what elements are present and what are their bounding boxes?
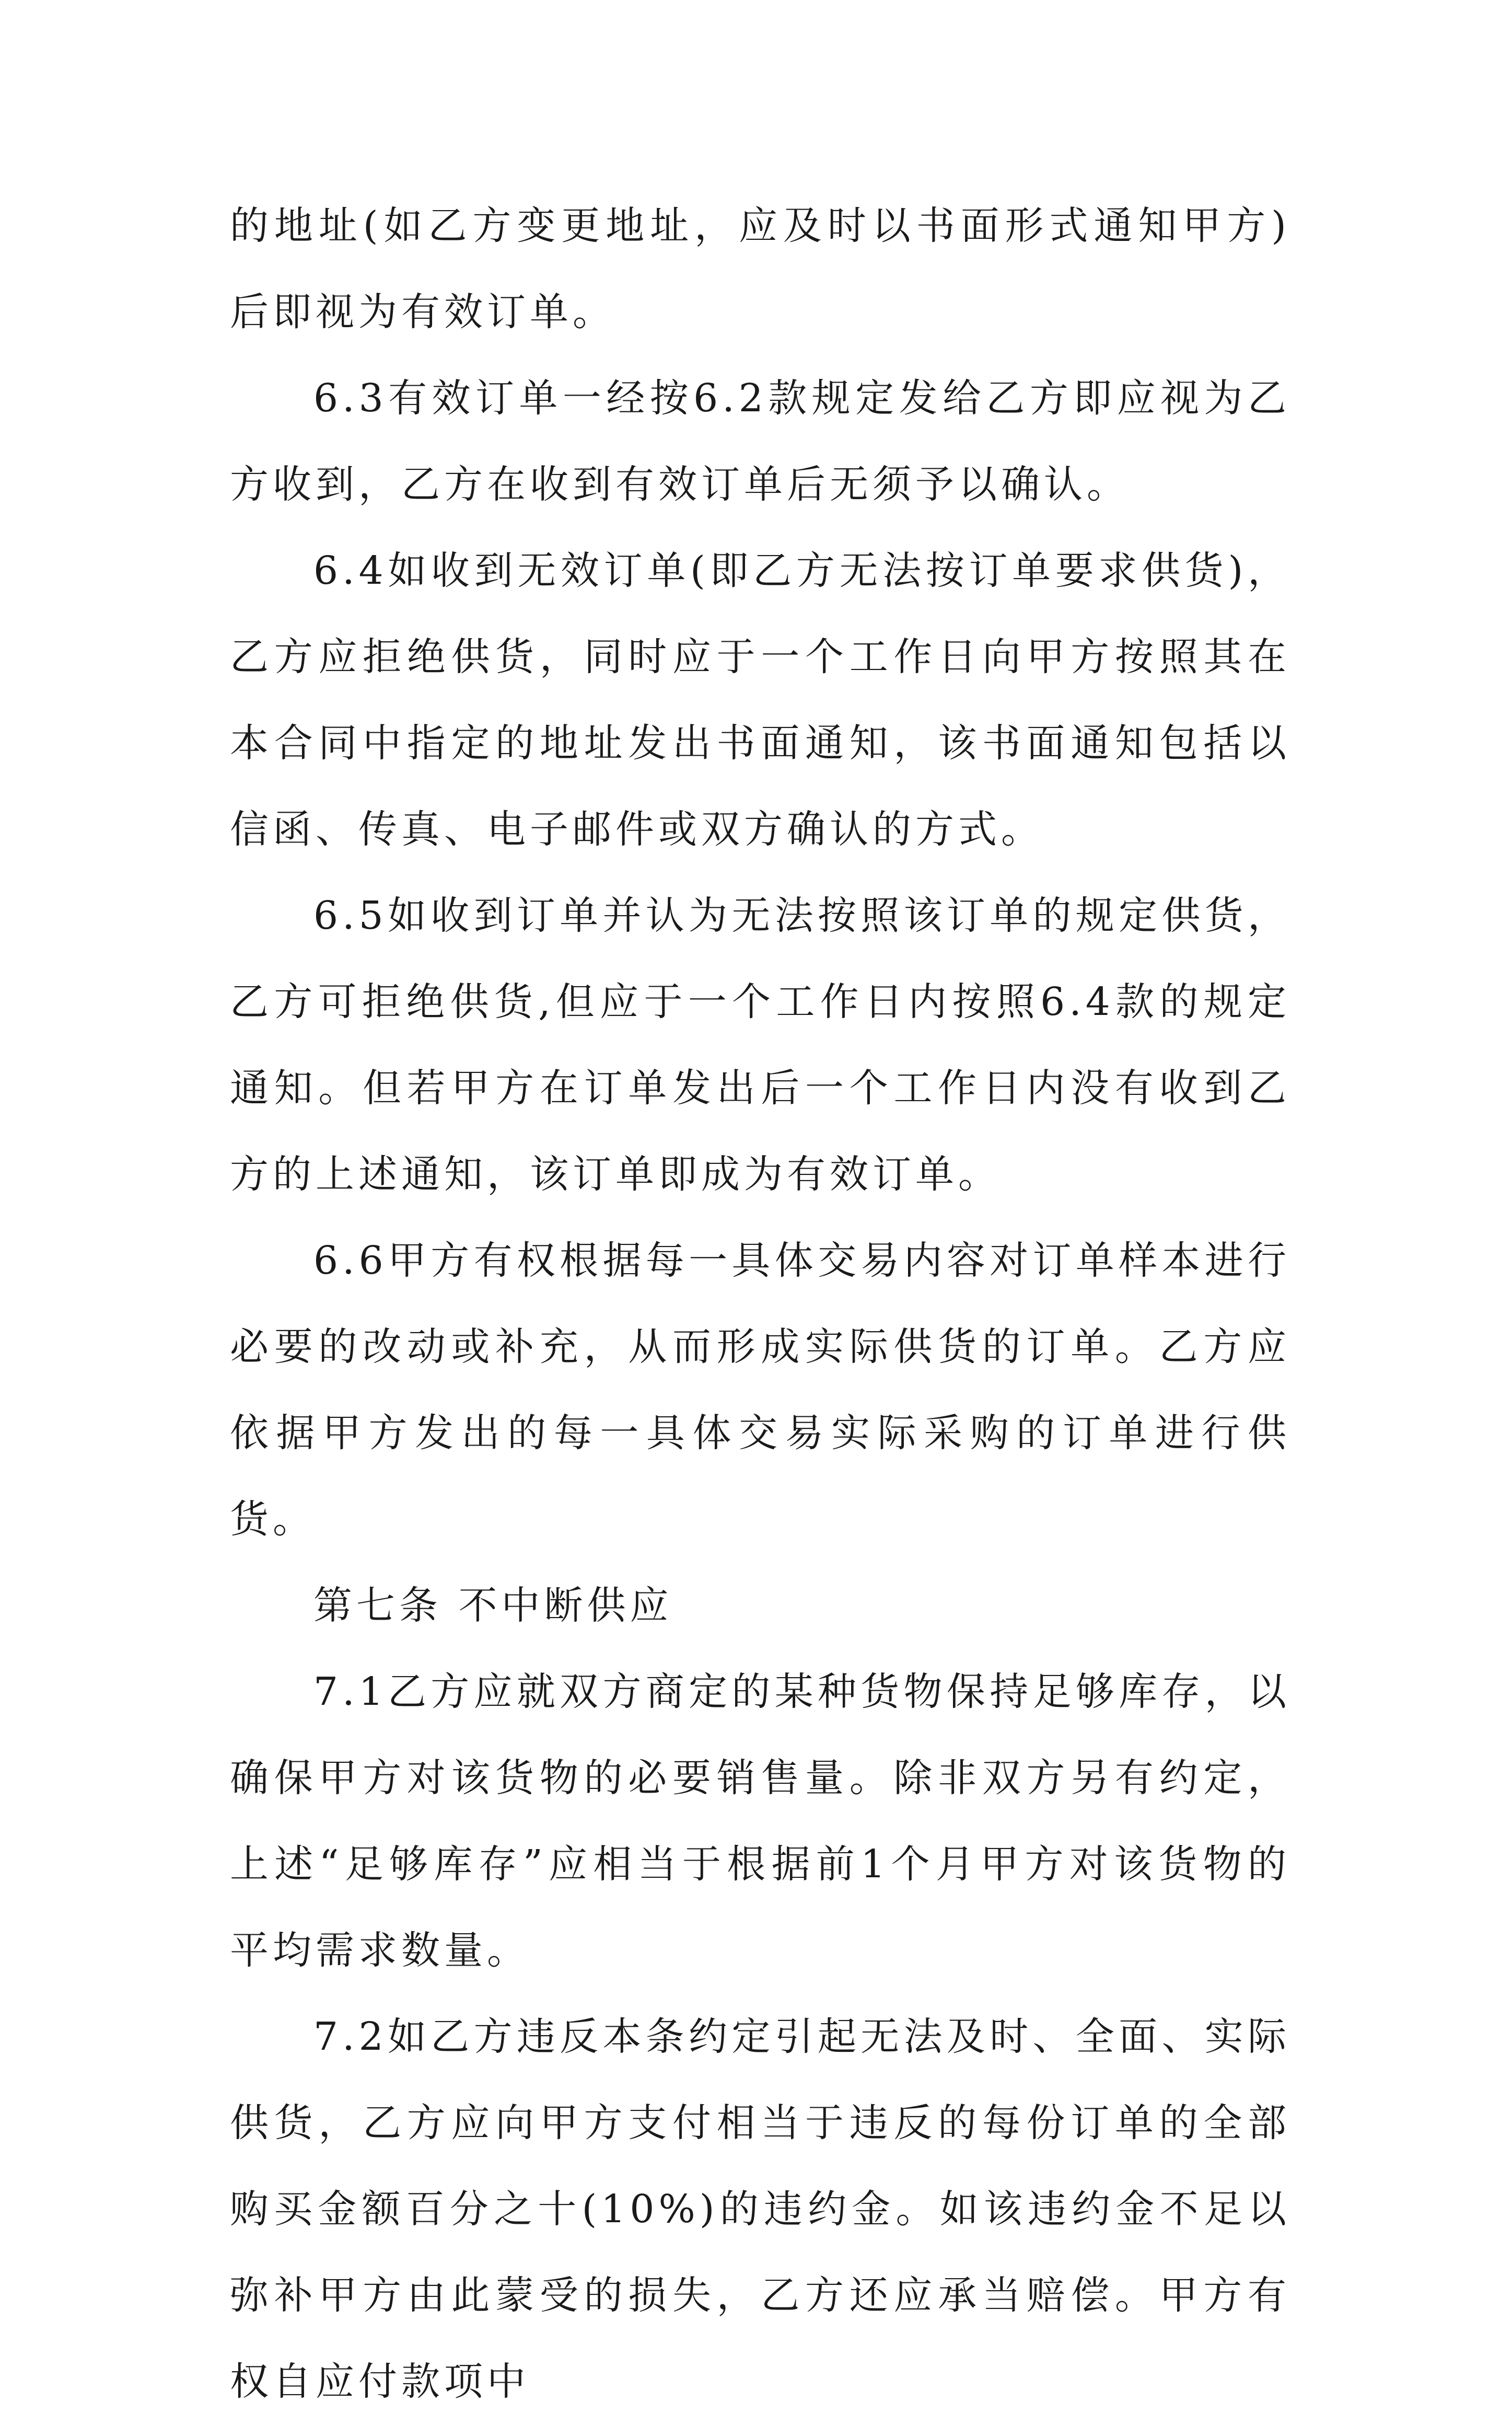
paragraph-6-6: 6.6甲方有权根据每一具体交易内容对订单样本进行必要的改动或补充，从而形成实际供货的订单。乙方应依据甲方发出的每一具体交易实际采购的订单进行供货。 <box>230 1238 1290 1542</box>
paragraph-6-5: 6.5如收到订单并认为无法按照该订单的规定供货，乙方可拒绝供货,但应于一个工作日内按照6.4款的规定通知。但若甲方在订单发出后一个工作日内没有收到乙方的上述通知，该订单即成为有效订单。 <box>230 893 1290 1197</box>
paragraph-7-2: 7.2如乙方违反本条约定引起无法及时、全面、实际供货，乙方应向甲方支付相当于违反的每份订单的全部购买金额百分之十(10%)的违约金。如该违约金不足以弥补甲方由此蒙受的损失，乙方还应承当赔偿。甲方有权自应付款项中 <box>230 2014 1290 2404</box>
paragraph-6-4: 6.4如收到无效订单(即乙方无法按订单要求供货)，乙方应拒绝供货，同时应于一个工作日向甲方按照其在本合同中指定的地址发出书面通知，该书面通知包括以信函、传真、电子邮件或双方确认的方式。 <box>230 548 1290 852</box>
section-heading-article-7: 第七条 不中断供应 <box>313 1583 673 1628</box>
paragraph-continuation: 的地址(如乙方变更地址，应及时以书面形式通知甲方)后即视为有效订单。 <box>230 203 1290 334</box>
paragraph-6-3: 6.3有效订单一经按6.2款规定发给乙方即应视为乙方收到，乙方在收到有效订单后无须予以确认。 <box>230 376 1290 507</box>
paragraph-7-1: 7.1乙方应就双方商定的某种货物保持足够库存，以确保甲方对该货物的必要销售量。除非双方另有约定，上述“足够库存”应相当于根据前1个月甲方对该货物的平均需求数量。 <box>230 1669 1290 1973</box>
document-body <box>230 183 1290 2425</box>
